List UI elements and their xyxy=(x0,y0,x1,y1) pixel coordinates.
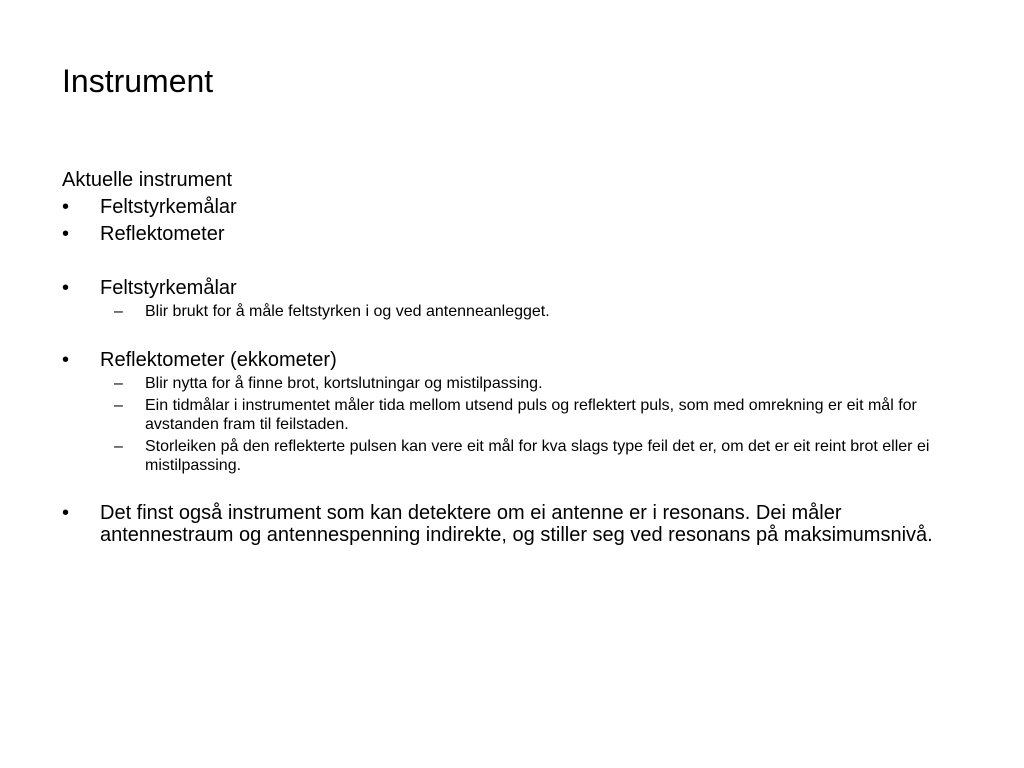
bullet-item xyxy=(62,223,962,245)
sub-bullet-text: Ein tidmålar i instrumentet måler tida mellom utsend puls og reflektert puls, som med omrekning er eit mål for avstanden fram til feilstaden. xyxy=(145,397,917,433)
sub-bullet-text: Blir brukt for å måle feltstyrken i og ved antenneanlegget. xyxy=(145,303,550,320)
bullet-item xyxy=(62,277,962,299)
sub-bullet-text: Storleiken på den reflekterte pulsen kan vere eit mål for kva slags type feil det er, om det er eit reint brot eller ei mistilpassing. xyxy=(145,438,930,474)
sub-bullet-item xyxy=(62,302,962,321)
bullet-item xyxy=(62,502,962,546)
slide-body xyxy=(62,168,962,546)
sub-bullet-mark: – xyxy=(114,375,123,392)
bullet-mark: • xyxy=(62,277,70,299)
bullet-mark: • xyxy=(62,196,70,218)
bullet-text: Reflektometer (ekkometer) xyxy=(100,349,337,371)
bullet-mark: • xyxy=(62,223,70,245)
intro-text: Aktuelle instrument xyxy=(62,169,233,191)
bullet-text: Reflektometer xyxy=(100,223,225,245)
bullet-item xyxy=(62,196,962,218)
sub-bullet-item xyxy=(62,374,962,393)
sub-bullet-text: Blir nytta for å finne brot, kortslutningar og mistilpassing. xyxy=(145,375,543,392)
bullet-mark: • xyxy=(62,349,70,371)
sub-bullet-item xyxy=(62,396,962,434)
bullet-text: Det finst også instrument som kan detektere om ei antenne er i resonans. Dei måler antennestraum og antennespenning indirekte, og stiller seg ved resonans på maksimumsnivå. xyxy=(100,502,933,546)
bullet-mark: • xyxy=(62,502,70,524)
bullet-text: Feltstyrkemålar xyxy=(100,277,237,299)
sub-bullet-item xyxy=(62,437,962,475)
bullet-item xyxy=(62,349,962,371)
bullet-text: Feltstyrkemålar xyxy=(100,196,237,218)
sub-bullet-mark: – xyxy=(114,397,123,414)
sub-bullet-mark: – xyxy=(114,438,123,455)
sub-bullet-mark: – xyxy=(114,303,123,320)
slide-title: Instrument xyxy=(62,63,214,99)
